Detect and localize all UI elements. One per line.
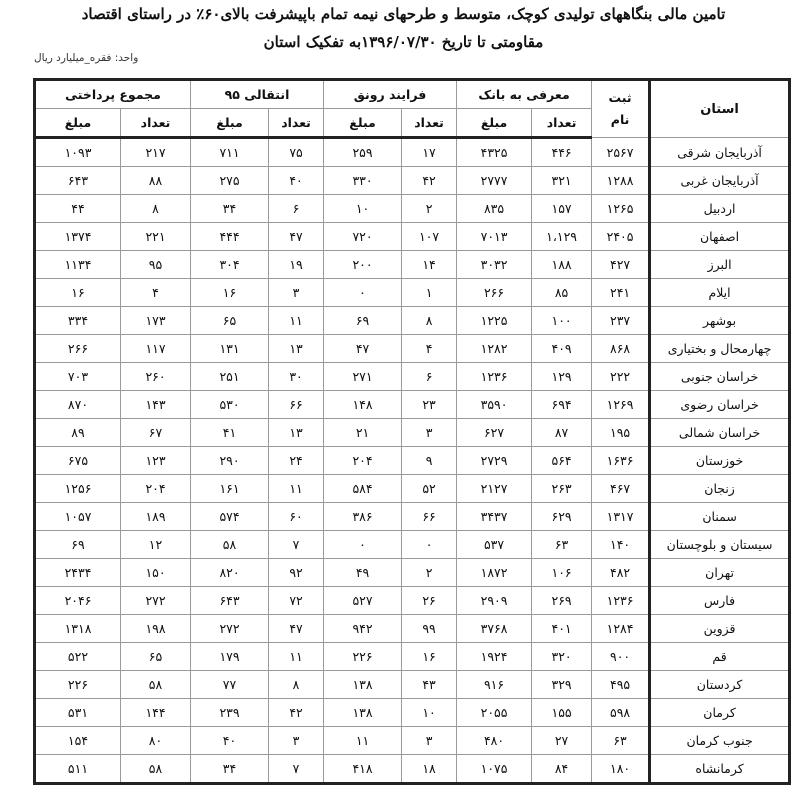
ronagh-amount-cell: ۲۲۶ (324, 643, 402, 671)
total-amount-cell: ۲۰۴۶ (35, 587, 121, 615)
t95-count-cell: ۲۴ (269, 447, 324, 475)
bank-count-cell: ۲۷ (532, 727, 592, 755)
table-row (35, 223, 790, 251)
ronagh-amount-cell: ۴۱۸ (324, 755, 402, 784)
header-bank-count: تعداد (532, 109, 592, 138)
registered-cell: ۶۳ (592, 727, 650, 755)
t95-amount-cell: ۱۶ (191, 279, 269, 307)
total-count-cell: ۱۴۴ (121, 699, 191, 727)
bank-count-cell: ۱۵۷ (532, 195, 592, 223)
header-t95-count: تعداد (269, 109, 324, 138)
table-row (35, 755, 790, 784)
t95-count-cell: ۱۱ (269, 643, 324, 671)
t95-amount-cell: ۶۴۳ (191, 587, 269, 615)
header-row-groups (35, 80, 790, 109)
t95-amount-cell: ۵۸ (191, 531, 269, 559)
total-count-cell: ۹۵ (121, 251, 191, 279)
province-cell: تهران (650, 559, 790, 587)
table-row (35, 503, 790, 531)
t95-amount-cell: ۳۴ (191, 195, 269, 223)
t95-count-cell: ۴۷ (269, 615, 324, 643)
table-row (35, 279, 790, 307)
bank-amount-cell: ۲۷۷۷ (457, 167, 532, 195)
table-row (35, 587, 790, 615)
total-count-cell: ۱۹۸ (121, 615, 191, 643)
t95-count-cell: ۱۹ (269, 251, 324, 279)
table-row (35, 195, 790, 223)
t95-amount-cell: ۵۳۰ (191, 391, 269, 419)
bank-amount-cell: ۲۷۲۹ (457, 447, 532, 475)
province-cell: قزوین (650, 615, 790, 643)
total-count-cell: ۱۵۰ (121, 559, 191, 587)
total-count-cell: ۶۷ (121, 419, 191, 447)
bank-amount-cell: ۱۸۷۲ (457, 559, 532, 587)
registered-cell: ۲۵۶۷ (592, 138, 650, 167)
bank-amount-cell: ۱۹۲۴ (457, 643, 532, 671)
bank-count-cell: ۳۲۰ (532, 643, 592, 671)
province-cell: آذربایجان غربی (650, 167, 790, 195)
bank-amount-cell: ۲۶۶ (457, 279, 532, 307)
t95-count-cell: ۷ (269, 531, 324, 559)
t95-amount-cell: ۲۳۹ (191, 699, 269, 727)
total-amount-cell: ۷۰۳ (35, 363, 121, 391)
total-amount-cell: ۲۶۶ (35, 335, 121, 363)
table-row (35, 643, 790, 671)
ronagh-amount-cell: ۳۸۶ (324, 503, 402, 531)
t95-count-cell: ۸ (269, 671, 324, 699)
t95-count-cell: ۴۷ (269, 223, 324, 251)
bank-amount-cell: ۴۸۰ (457, 727, 532, 755)
total-amount-cell: ۲۴۳۴ (35, 559, 121, 587)
t95-amount-cell: ۲۵۱ (191, 363, 269, 391)
total-amount-cell: ۸۷۰ (35, 391, 121, 419)
registered-cell: ۴۶۷ (592, 475, 650, 503)
total-amount-cell: ۶۹ (35, 531, 121, 559)
total-count-cell: ۱۱۷ (121, 335, 191, 363)
bank-count-cell: ۸۷ (532, 419, 592, 447)
ronagh-amount-cell: ۵۲۷ (324, 587, 402, 615)
t95-count-cell: ۷ (269, 755, 324, 784)
unit-note: واحد: فقره_میلیارد ریال (34, 52, 139, 64)
ronagh-count-cell: ۹۹ (402, 615, 457, 643)
bank-count-cell: ۱،۱۲۹ (532, 223, 592, 251)
table-row (35, 531, 790, 559)
table-row (35, 671, 790, 699)
t95-count-cell: ۷۲ (269, 587, 324, 615)
bank-amount-cell: ۱۲۳۶ (457, 363, 532, 391)
t95-amount-cell: ۲۷۲ (191, 615, 269, 643)
header-total-amount: مبلغ (35, 109, 121, 138)
bank-amount-cell: ۳۰۳۲ (457, 251, 532, 279)
bank-count-cell: ۲۶۹ (532, 587, 592, 615)
bank-count-cell: ۸۵ (532, 279, 592, 307)
total-amount-cell: ۱۰۹۳ (35, 138, 121, 167)
t95-count-cell: ۳ (269, 279, 324, 307)
ronagh-count-cell: ۲۳ (402, 391, 457, 419)
total-amount-cell: ۶۷۵ (35, 447, 121, 475)
province-cell: البرز (650, 251, 790, 279)
registered-cell: ۲۲۲ (592, 363, 650, 391)
header-registered-label: ثبت نام (608, 90, 632, 127)
total-count-cell: ۵۸ (121, 755, 191, 784)
ronagh-amount-cell: ۱۳۸ (324, 671, 402, 699)
bank-amount-cell: ۱۲۸۲ (457, 335, 532, 363)
registered-cell: ۴۸۲ (592, 559, 650, 587)
header-group-transfer95: انتقالی ۹۵ (191, 80, 324, 109)
ronagh-count-cell: ۱۴ (402, 251, 457, 279)
ronagh-count-cell: ۶۶ (402, 503, 457, 531)
header-group-total: مجموع پرداختی (35, 80, 191, 109)
total-amount-cell: ۵۱۱ (35, 755, 121, 784)
bank-amount-cell: ۶۲۷ (457, 419, 532, 447)
registered-cell: ۲۴۰۵ (592, 223, 650, 251)
t95-amount-cell: ۴۱ (191, 419, 269, 447)
t95-amount-cell: ۳۰۴ (191, 251, 269, 279)
table-row (35, 727, 790, 755)
registered-cell: ۸۶۸ (592, 335, 650, 363)
total-amount-cell: ۸۹ (35, 419, 121, 447)
ronagh-amount-cell: ۱۱ (324, 727, 402, 755)
registered-cell: ۴۹۵ (592, 671, 650, 699)
bank-count-cell: ۶۲۹ (532, 503, 592, 531)
province-cell: زنجان (650, 475, 790, 503)
t95-count-cell: ۷۵ (269, 138, 324, 167)
ronagh-amount-cell: ۲۰۰ (324, 251, 402, 279)
bank-count-cell: ۳۲۹ (532, 671, 592, 699)
bank-count-cell: ۴۰۹ (532, 335, 592, 363)
total-count-cell: ۲۲۱ (121, 223, 191, 251)
province-cell: بوشهر (650, 307, 790, 335)
t95-count-cell: ۳۰ (269, 363, 324, 391)
ronagh-count-cell: ۱۷ (402, 138, 457, 167)
table-row (35, 391, 790, 419)
t95-count-cell: ۹۲ (269, 559, 324, 587)
ronagh-amount-cell: ۱۳۸ (324, 699, 402, 727)
header-registered (592, 80, 650, 138)
province-cell: سیستان و بلوچستان (650, 531, 790, 559)
province-cell: خراسان رضوی (650, 391, 790, 419)
ronagh-count-cell: ۴۲ (402, 167, 457, 195)
total-count-cell: ۴ (121, 279, 191, 307)
t95-amount-cell: ۲۹۰ (191, 447, 269, 475)
t95-count-cell: ۱۱ (269, 475, 324, 503)
ronagh-count-cell: ۸ (402, 307, 457, 335)
ronagh-amount-cell: ۰ (324, 531, 402, 559)
t95-amount-cell: ۲۷۵ (191, 167, 269, 195)
registered-cell: ۵۹۸ (592, 699, 650, 727)
total-count-cell: ۲۰۴ (121, 475, 191, 503)
ronagh-count-cell: ۲۶ (402, 587, 457, 615)
total-amount-cell: ۱۱۳۴ (35, 251, 121, 279)
province-cell: قم (650, 643, 790, 671)
bank-count-cell: ۴۰۱ (532, 615, 592, 643)
bank-amount-cell: ۲۹۰۹ (457, 587, 532, 615)
bank-count-cell: ۱۲۹ (532, 363, 592, 391)
registered-cell: ۹۰۰ (592, 643, 650, 671)
bank-amount-cell: ۵۳۷ (457, 531, 532, 559)
t95-count-cell: ۴۰ (269, 167, 324, 195)
t95-amount-cell: ۱۳۱ (191, 335, 269, 363)
ronagh-amount-cell: ۶۹ (324, 307, 402, 335)
ronagh-count-cell: ۲ (402, 195, 457, 223)
ronagh-count-cell: ۹ (402, 447, 457, 475)
t95-amount-cell: ۸۲۰ (191, 559, 269, 587)
document-title-line-2: مقاومتی تا تاریخ ۱۳۹۶/۰۷/۳۰به تفکیک استان (263, 33, 544, 51)
total-count-cell: ۱۴۳ (121, 391, 191, 419)
registered-cell: ۱۲۶۹ (592, 391, 650, 419)
ronagh-amount-cell: ۷۲۰ (324, 223, 402, 251)
ronagh-amount-cell: ۲۱ (324, 419, 402, 447)
t95-amount-cell: ۴۰ (191, 727, 269, 755)
ronagh-count-cell: ۴۳ (402, 671, 457, 699)
total-count-cell: ۱۲۳ (121, 447, 191, 475)
t95-count-cell: ۱۳ (269, 335, 324, 363)
total-amount-cell: ۱۵۴ (35, 727, 121, 755)
header-ronagh-amount: مبلغ (324, 109, 402, 138)
province-cell: ایلام (650, 279, 790, 307)
ronagh-count-cell: ۵۲ (402, 475, 457, 503)
ronagh-amount-cell: ۱۴۸ (324, 391, 402, 419)
table-row (35, 475, 790, 503)
t95-count-cell: ۳ (269, 727, 324, 755)
bank-count-cell: ۲۶۳ (532, 475, 592, 503)
ronagh-amount-cell: ۹۴۲ (324, 615, 402, 643)
table-row (35, 167, 790, 195)
bank-count-cell: ۸۴ (532, 755, 592, 784)
ronagh-amount-cell: ۰ (324, 279, 402, 307)
total-amount-cell: ۱۰۵۷ (35, 503, 121, 531)
ronagh-amount-cell: ۳۳۰ (324, 167, 402, 195)
ronagh-count-cell: ۱۰۷ (402, 223, 457, 251)
bank-amount-cell: ۲۰۵۵ (457, 699, 532, 727)
table-row (35, 138, 790, 167)
total-count-cell: ۸ (121, 195, 191, 223)
bank-count-cell: ۱۸۸ (532, 251, 592, 279)
t95-count-cell: ۱۳ (269, 419, 324, 447)
province-cell: کرمانشاه (650, 755, 790, 784)
table-row (35, 615, 790, 643)
table-row (35, 419, 790, 447)
province-cell: کردستان (650, 671, 790, 699)
total-count-cell: ۲۱۷ (121, 138, 191, 167)
document-title-line-1: تامین مالی بنگاههای تولیدی کوچک، متوسط و طرحهای نیمه تمام باپیشرفت بالای۶۰٪ در راستای اقتصاد (81, 5, 726, 23)
province-cell: سمنان (650, 503, 790, 531)
province-cell: اصفهان (650, 223, 790, 251)
total-count-cell: ۲۷۲ (121, 587, 191, 615)
province-cell: کرمان (650, 699, 790, 727)
province-cell: آذربایجان شرقی (650, 138, 790, 167)
ronagh-count-cell: ۱۸ (402, 755, 457, 784)
registered-cell: ۴۲۷ (592, 251, 650, 279)
header-bank-amount: مبلغ (457, 109, 532, 138)
total-count-cell: ۸۰ (121, 727, 191, 755)
ronagh-amount-cell: ۵۸۴ (324, 475, 402, 503)
table-row (35, 335, 790, 363)
table-row (35, 363, 790, 391)
table-row (35, 447, 790, 475)
total-amount-cell: ۶۴۳ (35, 167, 121, 195)
header-t95-amount: مبلغ (191, 109, 269, 138)
ronagh-count-cell: ۰ (402, 531, 457, 559)
total-amount-cell: ۵۳۱ (35, 699, 121, 727)
bank-count-cell: ۳۲۱ (532, 167, 592, 195)
registered-cell: ۱۶۳۶ (592, 447, 650, 475)
total-amount-cell: ۴۴ (35, 195, 121, 223)
bank-amount-cell: ۱۰۷۵ (457, 755, 532, 784)
total-amount-cell: ۳۳۴ (35, 307, 121, 335)
table-row (35, 699, 790, 727)
table-row (35, 559, 790, 587)
t95-count-cell: ۶۶ (269, 391, 324, 419)
table-row (35, 251, 790, 279)
t95-count-cell: ۶۰ (269, 503, 324, 531)
total-amount-cell: ۵۲۲ (35, 643, 121, 671)
province-cell: خوزستان (650, 447, 790, 475)
t95-count-cell: ۱۱ (269, 307, 324, 335)
ronagh-amount-cell: ۱۰ (324, 195, 402, 223)
ronagh-count-cell: ۲ (402, 559, 457, 587)
ronagh-count-cell: ۱۶ (402, 643, 457, 671)
t95-amount-cell: ۴۴۴ (191, 223, 269, 251)
province-cell: خراسان شمالی (650, 419, 790, 447)
provincial-financing-table (33, 78, 791, 785)
header-group-ronagh: فرایند رونق (324, 80, 457, 109)
header-group-bank: معرفی به بانک (457, 80, 592, 109)
bank-amount-cell: ۸۳۵ (457, 195, 532, 223)
registered-cell: ۱۳۱۷ (592, 503, 650, 531)
ronagh-amount-cell: ۲۰۴ (324, 447, 402, 475)
ronagh-count-cell: ۳ (402, 419, 457, 447)
ronagh-count-cell: ۴ (402, 335, 457, 363)
total-amount-cell: ۱۳۷۴ (35, 223, 121, 251)
header-province: استان (650, 80, 790, 138)
ronagh-count-cell: ۶ (402, 363, 457, 391)
table-body (35, 138, 790, 784)
ronagh-amount-cell: ۴۷ (324, 335, 402, 363)
bank-amount-cell: ۷۰۱۳ (457, 223, 532, 251)
registered-cell: ۲۳۷ (592, 307, 650, 335)
ronagh-amount-cell: ۴۹ (324, 559, 402, 587)
bank-count-cell: ۶۹۴ (532, 391, 592, 419)
province-cell: جنوب کرمان (650, 727, 790, 755)
bank-amount-cell: ۲۱۲۷ (457, 475, 532, 503)
province-cell: چهارمحال و بختیاری (650, 335, 790, 363)
t95-amount-cell: ۷۱۱ (191, 138, 269, 167)
bank-amount-cell: ۳۵۹۰ (457, 391, 532, 419)
t95-count-cell: ۶ (269, 195, 324, 223)
ronagh-count-cell: ۱۰ (402, 699, 457, 727)
province-cell: فارس (650, 587, 790, 615)
t95-amount-cell: ۱۷۹ (191, 643, 269, 671)
registered-cell: ۱۲۸۴ (592, 615, 650, 643)
ronagh-count-cell: ۳ (402, 727, 457, 755)
registered-cell: ۱۴۰ (592, 531, 650, 559)
total-amount-cell: ۲۲۶ (35, 671, 121, 699)
bank-amount-cell: ۳۴۳۷ (457, 503, 532, 531)
total-amount-cell: ۱۲۵۶ (35, 475, 121, 503)
t95-amount-cell: ۷۷ (191, 671, 269, 699)
bank-count-cell: ۵۶۴ (532, 447, 592, 475)
registered-cell: ۲۴۱ (592, 279, 650, 307)
total-count-cell: ۱۸۹ (121, 503, 191, 531)
t95-amount-cell: ۵۷۴ (191, 503, 269, 531)
t95-amount-cell: ۱۶۱ (191, 475, 269, 503)
ronagh-amount-cell: ۲۷۱ (324, 363, 402, 391)
registered-cell: ۱۸۰ (592, 755, 650, 784)
total-count-cell: ۵۸ (121, 671, 191, 699)
t95-count-cell: ۴۲ (269, 699, 324, 727)
header-total-count: تعداد (121, 109, 191, 138)
table-row (35, 307, 790, 335)
province-cell: خراسان جنوبی (650, 363, 790, 391)
total-amount-cell: ۱۶ (35, 279, 121, 307)
total-count-cell: ۲۶۰ (121, 363, 191, 391)
bank-count-cell: ۱۰۰ (532, 307, 592, 335)
registered-cell: ۱۲۳۶ (592, 587, 650, 615)
total-count-cell: ۸۸ (121, 167, 191, 195)
total-count-cell: ۶۵ (121, 643, 191, 671)
ronagh-count-cell: ۱ (402, 279, 457, 307)
bank-count-cell: ۱۰۶ (532, 559, 592, 587)
province-cell: اردبیل (650, 195, 790, 223)
bank-count-cell: ۶۳ (532, 531, 592, 559)
total-amount-cell: ۱۳۱۸ (35, 615, 121, 643)
total-count-cell: ۱۷۳ (121, 307, 191, 335)
registered-cell: ۱۹۵ (592, 419, 650, 447)
registered-cell: ۱۲۸۸ (592, 167, 650, 195)
bank-amount-cell: ۹۱۶ (457, 671, 532, 699)
bank-count-cell: ۴۴۶ (532, 138, 592, 167)
bank-amount-cell: ۳۷۶۸ (457, 615, 532, 643)
t95-amount-cell: ۶۵ (191, 307, 269, 335)
total-count-cell: ۱۲ (121, 531, 191, 559)
ronagh-amount-cell: ۲۵۹ (324, 138, 402, 167)
bank-count-cell: ۱۵۵ (532, 699, 592, 727)
bank-amount-cell: ۴۳۲۵ (457, 138, 532, 167)
header-ronagh-count: تعداد (402, 109, 457, 138)
bank-amount-cell: ۱۲۲۵ (457, 307, 532, 335)
registered-cell: ۱۲۶۵ (592, 195, 650, 223)
t95-amount-cell: ۳۴ (191, 755, 269, 784)
